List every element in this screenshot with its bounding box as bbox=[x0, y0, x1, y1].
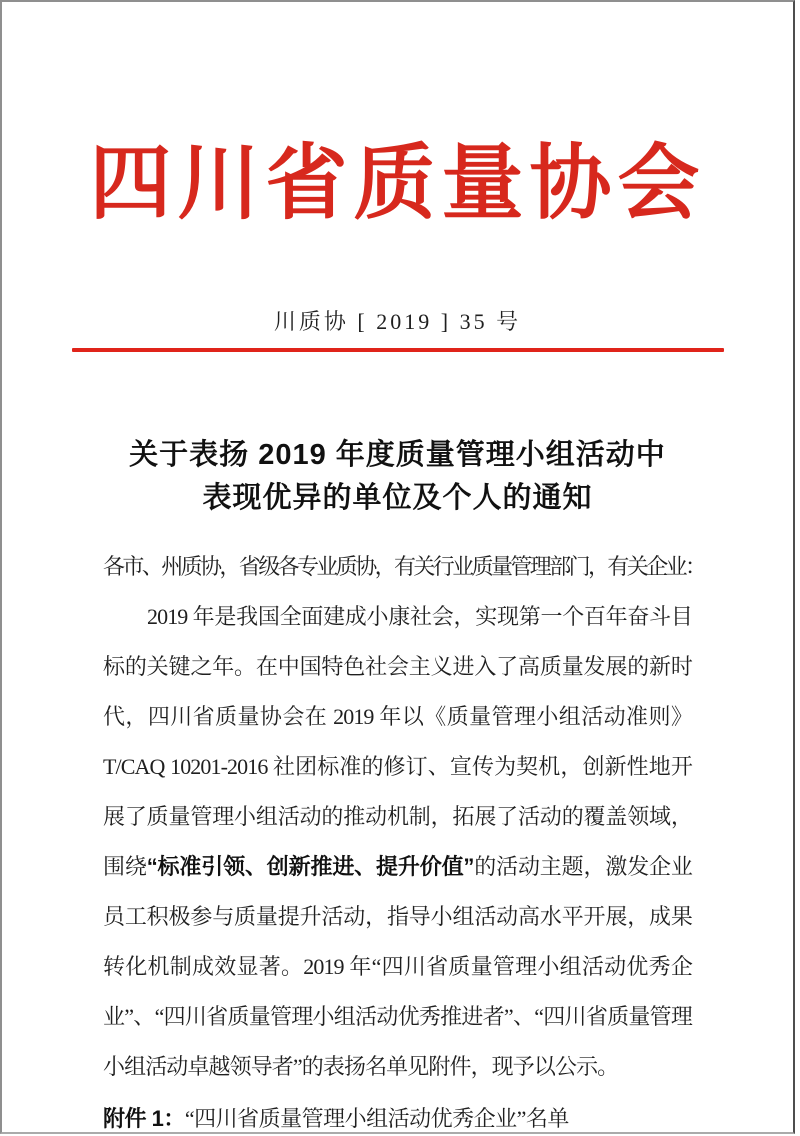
document-body bbox=[103, 542, 705, 1136]
doc-title-line2: 表现优异的单位及个人的通知 bbox=[202, 482, 593, 514]
attachment-text: “四川省质量管理小组活动优秀企业”名单 bbox=[184, 1106, 569, 1131]
salutation-line: 各市、州质协，省级各专业质协，有关行业质量管理部门，有关企业： bbox=[103, 554, 705, 579]
attachment-label: 附件 1： bbox=[103, 1106, 185, 1131]
main-paragraph bbox=[103, 592, 692, 1092]
doc-title-line1: 关于表扬 2019 年度质量管理小组活动中 bbox=[129, 439, 666, 471]
paragraph-text-part1: 2019 年是我国全面建成小康社会，实现第一个百年奋斗目标的关键之年。在中国特色社会主义进入了高质量发展的新时代，四川省质量协会在 2019 年以《质量管理小组活动准则》T/CAQ 10201-2016 社团标准的修订、宣传为契机，创新性地开展了质量管理小组活动的推动机制，拓展了活动的覆盖领域，围绕 bbox=[103, 604, 692, 879]
doc-title bbox=[2, 434, 793, 520]
paragraph-bold-theme: “标准引领、创新推进、提升价值” bbox=[146, 854, 474, 879]
attachment-line bbox=[103, 1094, 692, 1136]
paragraph-text-part2: 的活动主题，激发企业员工积极参与质量提升活动，指导小组活动高水平开展，成果转化机制成效显著。2019 年“四川省质量管理小组活动优秀企业”、“四川省质量管理小组活动优秀推进者”、“四川省质量管理小组活动卓越领导者”的表扬名单见附件，现予以公示。 bbox=[103, 854, 692, 1079]
red-divider-rule bbox=[72, 348, 724, 352]
doc-number: 川质协 [ 2019 ] 35 号 bbox=[273, 309, 522, 334]
org-title: 四川省质量协会 bbox=[89, 138, 706, 229]
